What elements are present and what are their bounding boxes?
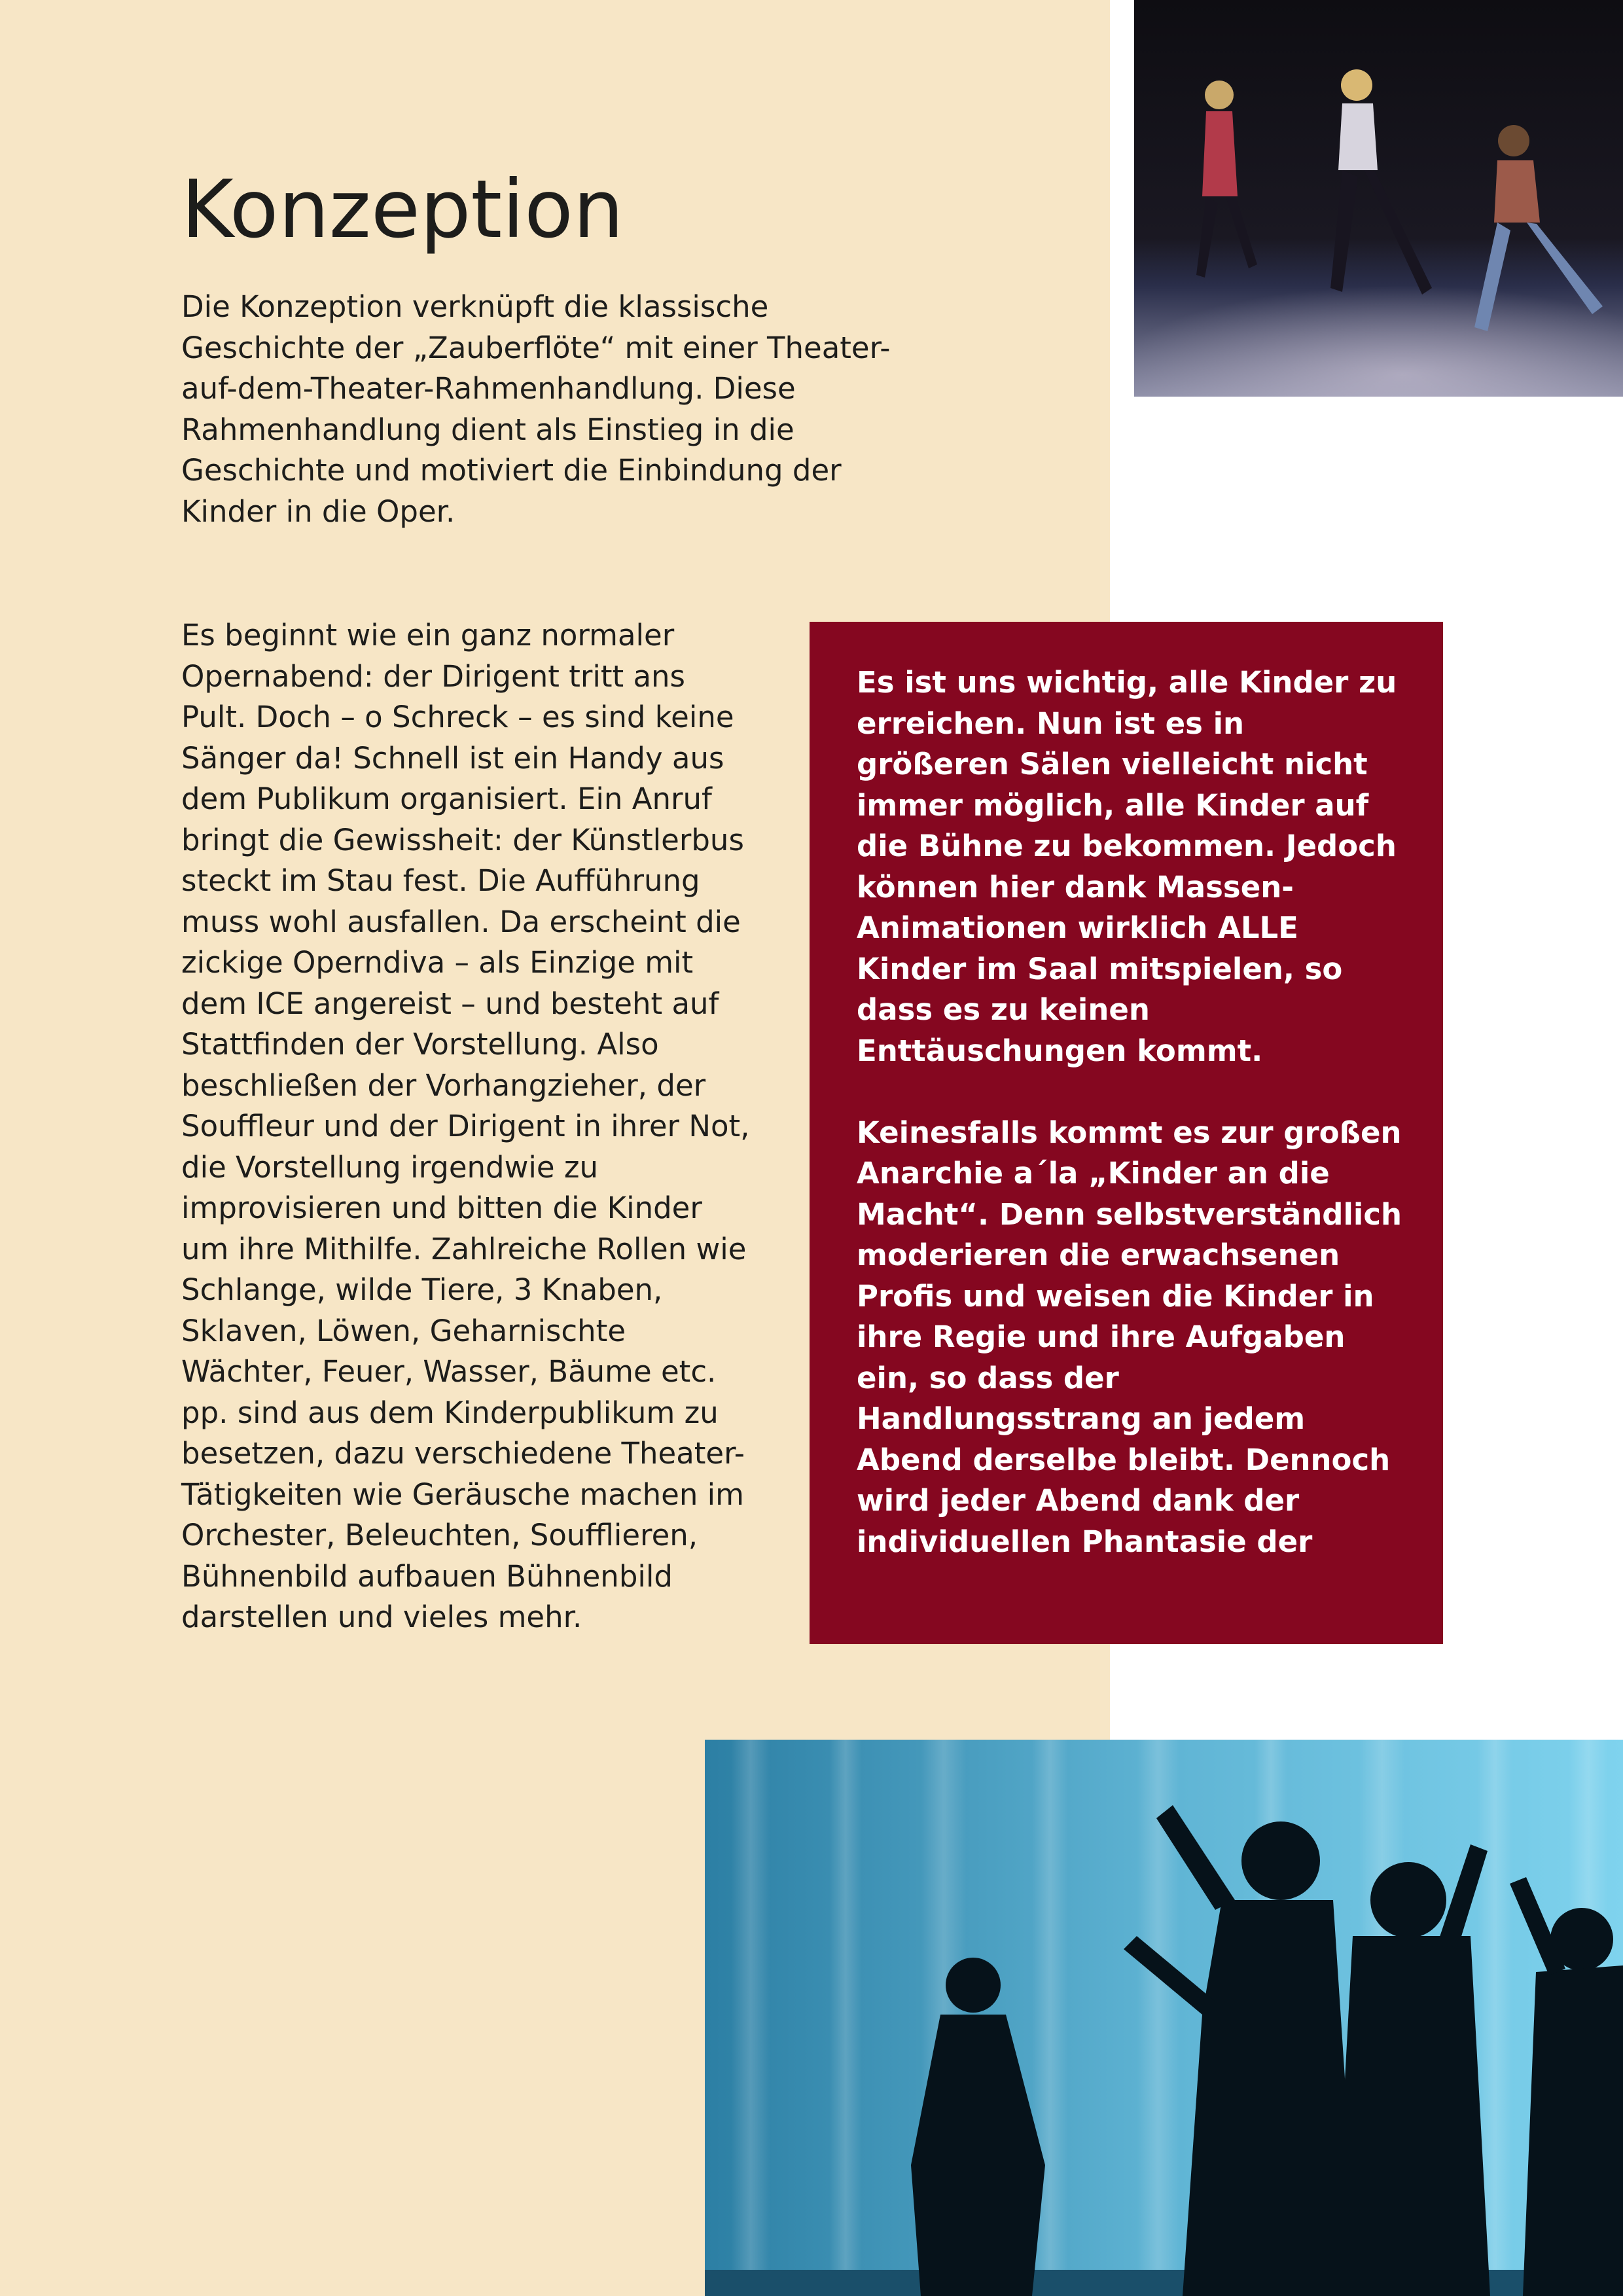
page-title: Konzeption xyxy=(181,163,624,256)
stage-dancers-photo xyxy=(1134,0,1623,397)
highlight-paragraph-1: Es ist uns wichtig, alle Kinder zu erreichen. Nun ist es in größeren Sälen vielleicht nicht immer möglich, alle Kinder auf die Bühne zu bekommen. Jedoch können hier dank Massen-Animationen wirklich ALLE Kinder im Saal mitspielen, so dass es zu keinen Enttäuschungen kommt. xyxy=(857,665,1397,1068)
highlight-box xyxy=(810,622,1443,1644)
silhouettes-blue-stage-photo xyxy=(705,1740,1623,2296)
story-paragraph: Es beginnt wie ein ganz normaler Opernabend: der Dirigent tritt ans Pult. Doch – o Schreck – es sind keine Sänger da! Schnell ist ein Handy aus dem Publikum organisiert. Ein Anruf bringt die Gewissheit: der Künstlerbus steckt im Stau fest. Die Aufführung muss wohl ausfallen. Da erscheint die zickige Operndiva – als Einzige mit dem ICE angereist – und besteht auf Stattfinden der Vorstellung. Also beschließen der Vorhangzieher, der Souffleur und der Dirigent in ihrer Not, die Vorstellung irgendwie zu improvisieren und bitten die Kinder um ihre Mithilfe. Zahlreiche Rollen wie Schlange, wilde Tiere, 3 Knaben, Sklaven, Löwen, Geharnischte Wächter, Feuer, Wasser, Bäume etc. pp. sind aus dem Kinderpublikum zu besetzen, dazu verschiedene Theater-Tätigkeiten wie Geräusche machen im Orchester, Beleuchten, Soufflieren, Bühnenbild aufbauen Bühnenbild darstellen und vieles mehr. xyxy=(181,618,750,1634)
highlight-paragraph-2: Keinesfalls kommt es zur großen Anarchie a´la „Kinder an die Macht“. Denn selbstverständlich moderieren die erwachsenen Profis und weisen die Kinder in ihre Regie und ihre Aufgaben ein, so dass der Handlungsstrang an jedem Abend derselbe bleibt. Dennoch wird jeder Abend dank der individuellen Phantasie der xyxy=(857,1115,1402,1559)
intro-paragraph: Die Konzeption verknüpft die klassische Geschichte der „Zauberflöte“ mit einer Theater-auf-dem-Theater-Rahmenhandlung. Diese Rahmenhandlung dient als Einstieg in die Geschichte und motiviert die Einbindung der Kinder in die Oper. xyxy=(181,289,891,529)
